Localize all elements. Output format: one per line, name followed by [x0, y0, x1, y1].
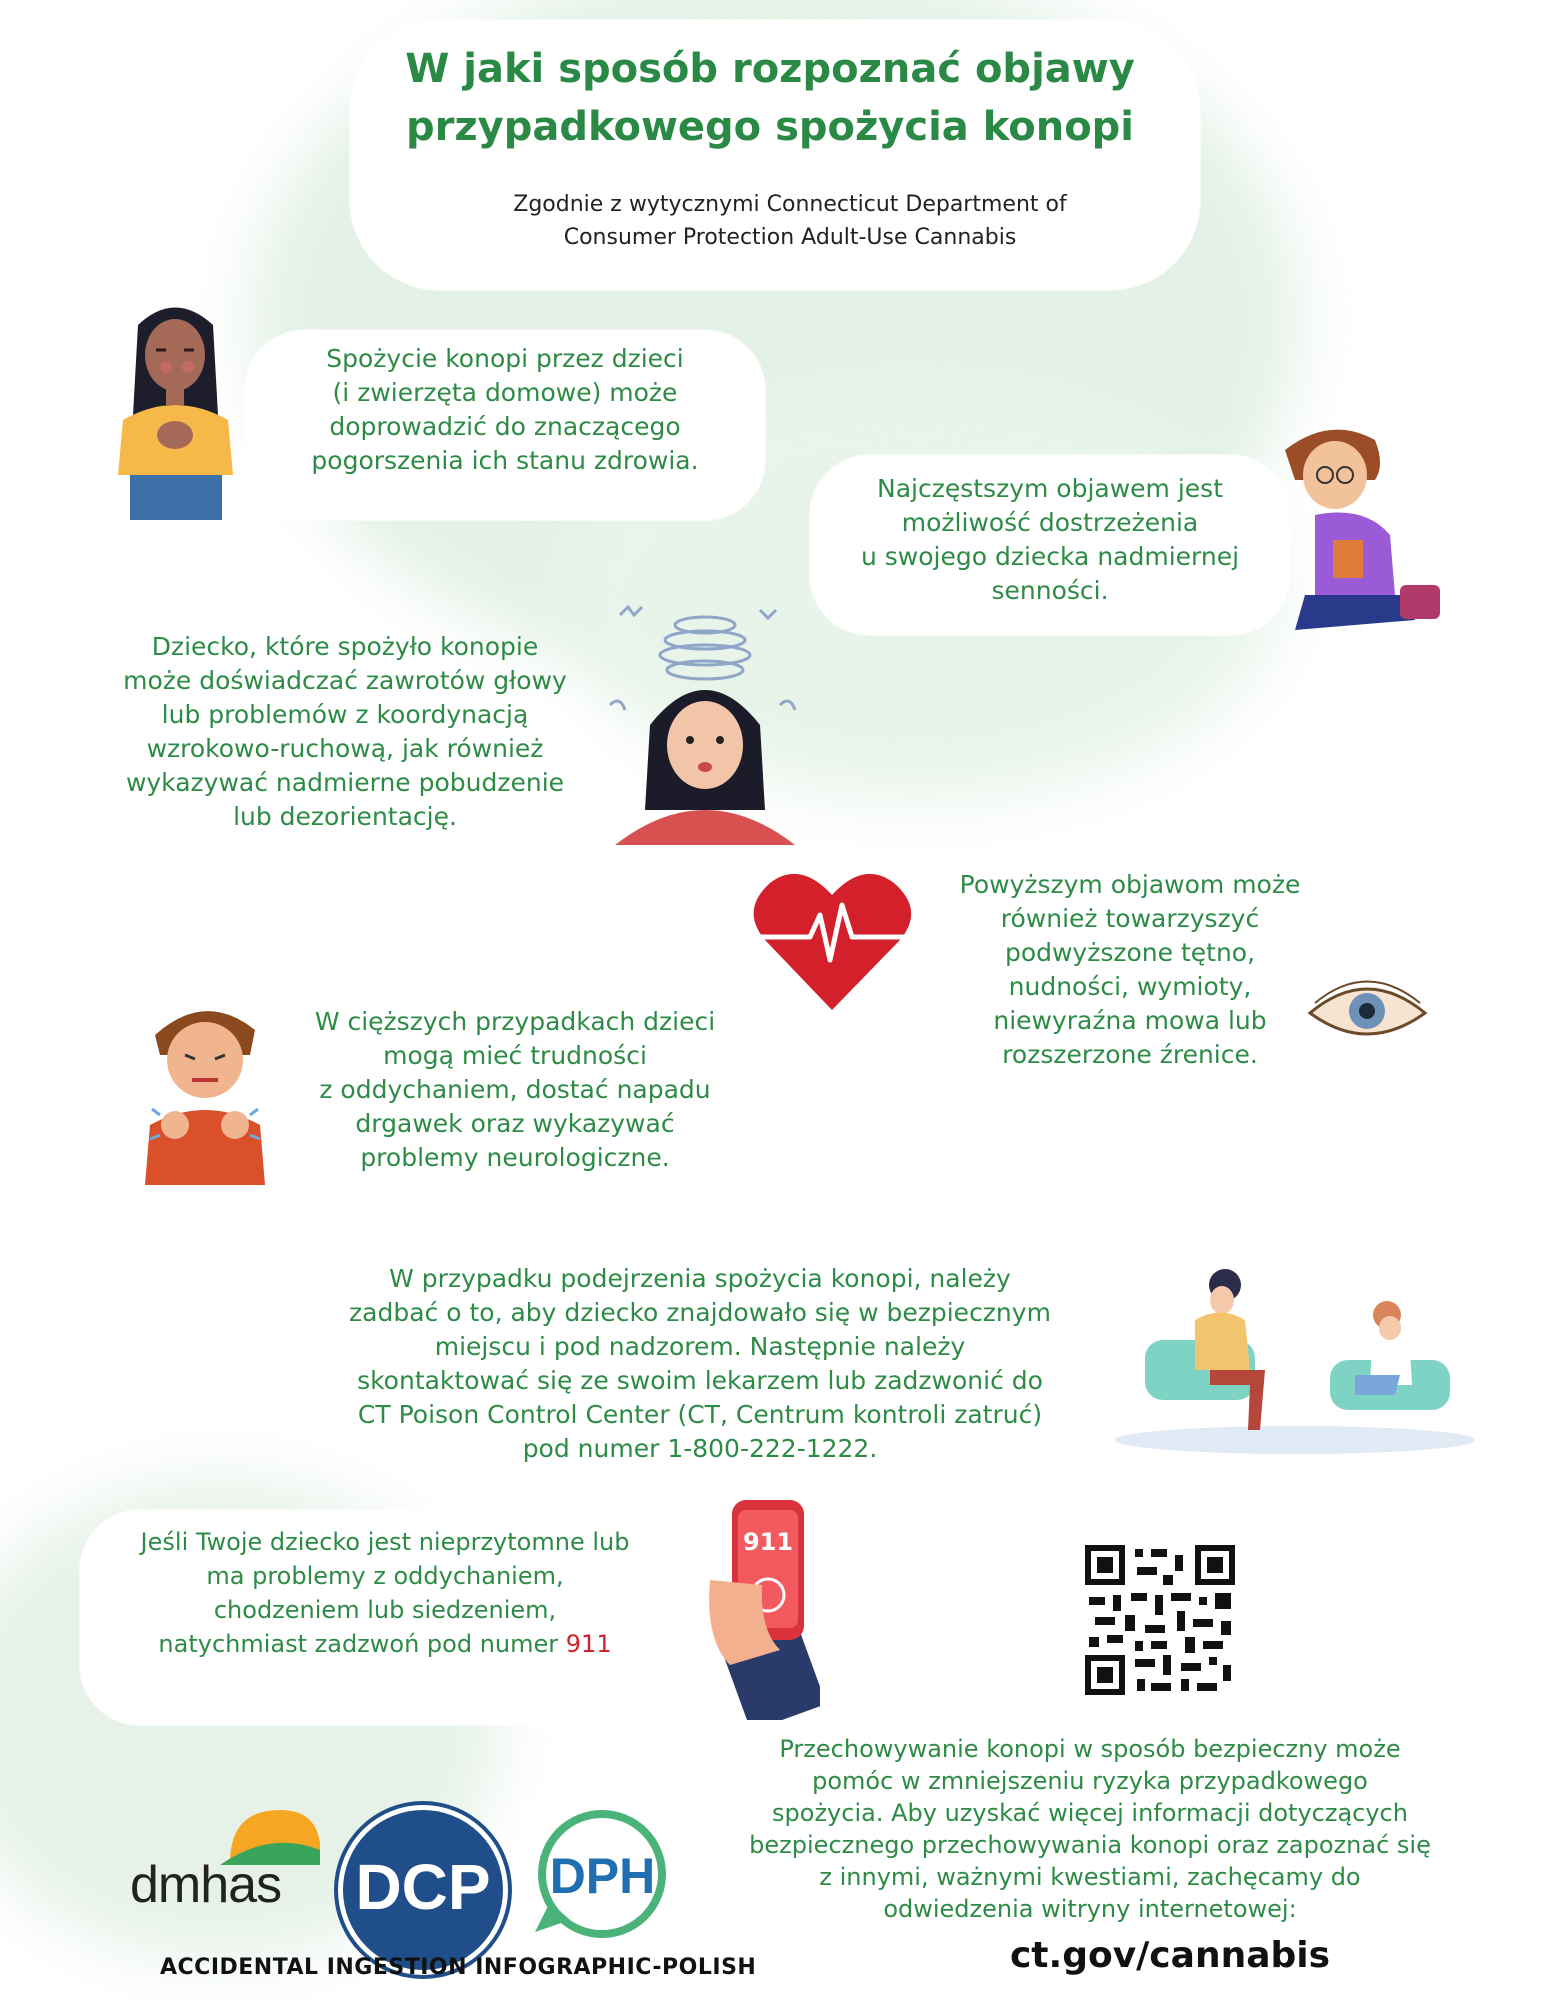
info-6-line: skontaktować się ze swoim lekarzem lub zadzwonić do	[357, 1366, 1043, 1395]
info-text-1	[250, 342, 760, 478]
info-3-line: Dziecko, które spożyło konopie	[151, 632, 539, 661]
info-2-line: u swojego dziecka nadmiernej	[860, 542, 1240, 571]
info-4-line: również towarzyszyć	[1000, 904, 1260, 933]
info-text-3	[90, 630, 600, 834]
info-5-line: z oddychaniem, dostać napadu	[319, 1075, 711, 1104]
page-subtitle	[430, 188, 1150, 254]
info-text-7	[85, 1525, 685, 1661]
info-1-line: (i zwierzęta domowe) może	[332, 378, 678, 407]
info-5-line: drgawek oraz wykazywać	[355, 1109, 675, 1138]
info-5-line: problemy neurologiczne.	[360, 1143, 670, 1172]
info-text-6	[290, 1262, 1110, 1466]
info-8-line: odwiedzenia witryny internetowej:	[883, 1895, 1297, 1923]
subtitle-line-1: Zgodnie z wytycznymi Connecticut Department of	[513, 192, 1067, 217]
info-3-line: wykazywać nadmierne pobudzenie	[125, 768, 565, 797]
info-text-4	[930, 868, 1330, 1072]
info-7-line-text: natychmiast zadzwoń pod numer	[158, 1630, 566, 1658]
dcp-logo-text: DCP	[355, 1851, 491, 1923]
info-8-line: bezpiecznego przechowywania konopi oraz zapoznać się	[749, 1831, 1431, 1859]
counseling-scene-icon	[1110, 1260, 1480, 1455]
info-4-line: Powyższym objawom może	[959, 870, 1301, 899]
info-text-5	[280, 1005, 750, 1175]
info-text-8	[700, 1733, 1480, 1925]
phone-911-icon	[650, 1490, 820, 1720]
info-2-line: możliwość dostrzeżenia	[901, 508, 1199, 537]
heartbeat-icon	[750, 865, 915, 1015]
dph-logo-text: DPH	[549, 1848, 656, 1904]
info-2-line: senności.	[991, 576, 1109, 605]
eye-icon	[1305, 975, 1430, 1045]
dph-logo	[520, 1802, 685, 1952]
info-4-line: niewyraźna mowa lub	[993, 1006, 1267, 1035]
info-4-line: nudności, wymioty,	[1008, 972, 1252, 1001]
info-6-line: pod numer 1-800-222-1222.	[522, 1434, 878, 1463]
dizzy-woman-icon	[600, 595, 810, 845]
info-1-line: doprowadzić do znaczącego	[329, 412, 681, 441]
info-7-line: chodzeniem lub siedzeniem,	[213, 1596, 557, 1624]
info-8-line: pomóc w zmniejszeniu ryzyka przypadkowego	[812, 1767, 1368, 1795]
dmhas-logo-text: dmhas	[130, 1856, 282, 1914]
info-3-line: wzrokowo-ruchową, jak również	[146, 734, 544, 763]
qr-code-icon[interactable]	[1085, 1545, 1235, 1695]
emergency-number: 911	[565, 1630, 612, 1658]
info-7-line: Jeśli Twoje dziecko jest nieprzytomne lub	[140, 1528, 630, 1556]
info-4-line: podwyższone tętno,	[1004, 938, 1256, 967]
boy-sleepy-icon	[1275, 420, 1450, 645]
info-8-line: z innymi, ważnymi kwestiami, zachęcamy do	[819, 1863, 1361, 1891]
info-1-line: Spożycie konopi przez dzieci	[326, 344, 684, 373]
title-line-1: W jaki sposób rozpoznać objawy	[405, 46, 1135, 92]
boy-struggling-icon	[130, 995, 280, 1185]
info-2-line: Najczęstszym objawem jest	[877, 474, 1223, 503]
dcp-logo	[338, 1805, 508, 1975]
footer-label: ACCIDENTAL INGESTION INFOGRAPHIC-POLISH	[160, 1955, 757, 1980]
info-6-line: CT Poison Control Center (CT, Centrum kontroli zatruć)	[357, 1400, 1043, 1429]
info-text-2	[815, 472, 1285, 608]
info-7-line	[85, 1627, 685, 1661]
info-5-line: W cięższych przypadkach dzieci	[314, 1007, 716, 1036]
info-6-line: miejscu i pod nadzorem. Następnie należy	[434, 1332, 966, 1361]
info-4-line: rozszerzone źrenice.	[1002, 1040, 1258, 1069]
info-3-line: lub dezorientację.	[233, 802, 457, 831]
page-title	[380, 40, 1160, 156]
info-6-line: zadbać o to, aby dziecko znajdowało się w bezpiecznym	[349, 1298, 1051, 1327]
dmhas-logo	[130, 1805, 320, 1915]
info-5-line: mogą mieć trudności	[383, 1041, 647, 1070]
website-link[interactable]: ct.gov/cannabis	[1009, 1935, 1331, 1976]
info-3-line: może doświadczać zawrotów głowy	[123, 666, 567, 695]
girl-upset-icon	[108, 295, 243, 525]
info-1-line: pogorszenia ich stanu zdrowia.	[311, 446, 699, 475]
info-8-line: Przechowywanie konopi w sposób bezpieczny może	[779, 1735, 1401, 1763]
info-6-line: W przypadku podejrzenia spożycia konopi, należy	[389, 1264, 1011, 1293]
title-line-2: przypadkowego spożycia konopi	[405, 104, 1135, 150]
phone-screen-number: 911	[742, 1528, 794, 1556]
subtitle-line-2: Consumer Protection Adult-Use Cannabis	[563, 225, 1017, 250]
info-7-line: ma problemy z oddychaniem,	[206, 1562, 564, 1590]
info-8-line: spożycia. Aby uzyskać więcej informacji dotyczących	[772, 1799, 1408, 1827]
info-3-line: lub problemów z koordynacją	[161, 700, 529, 729]
